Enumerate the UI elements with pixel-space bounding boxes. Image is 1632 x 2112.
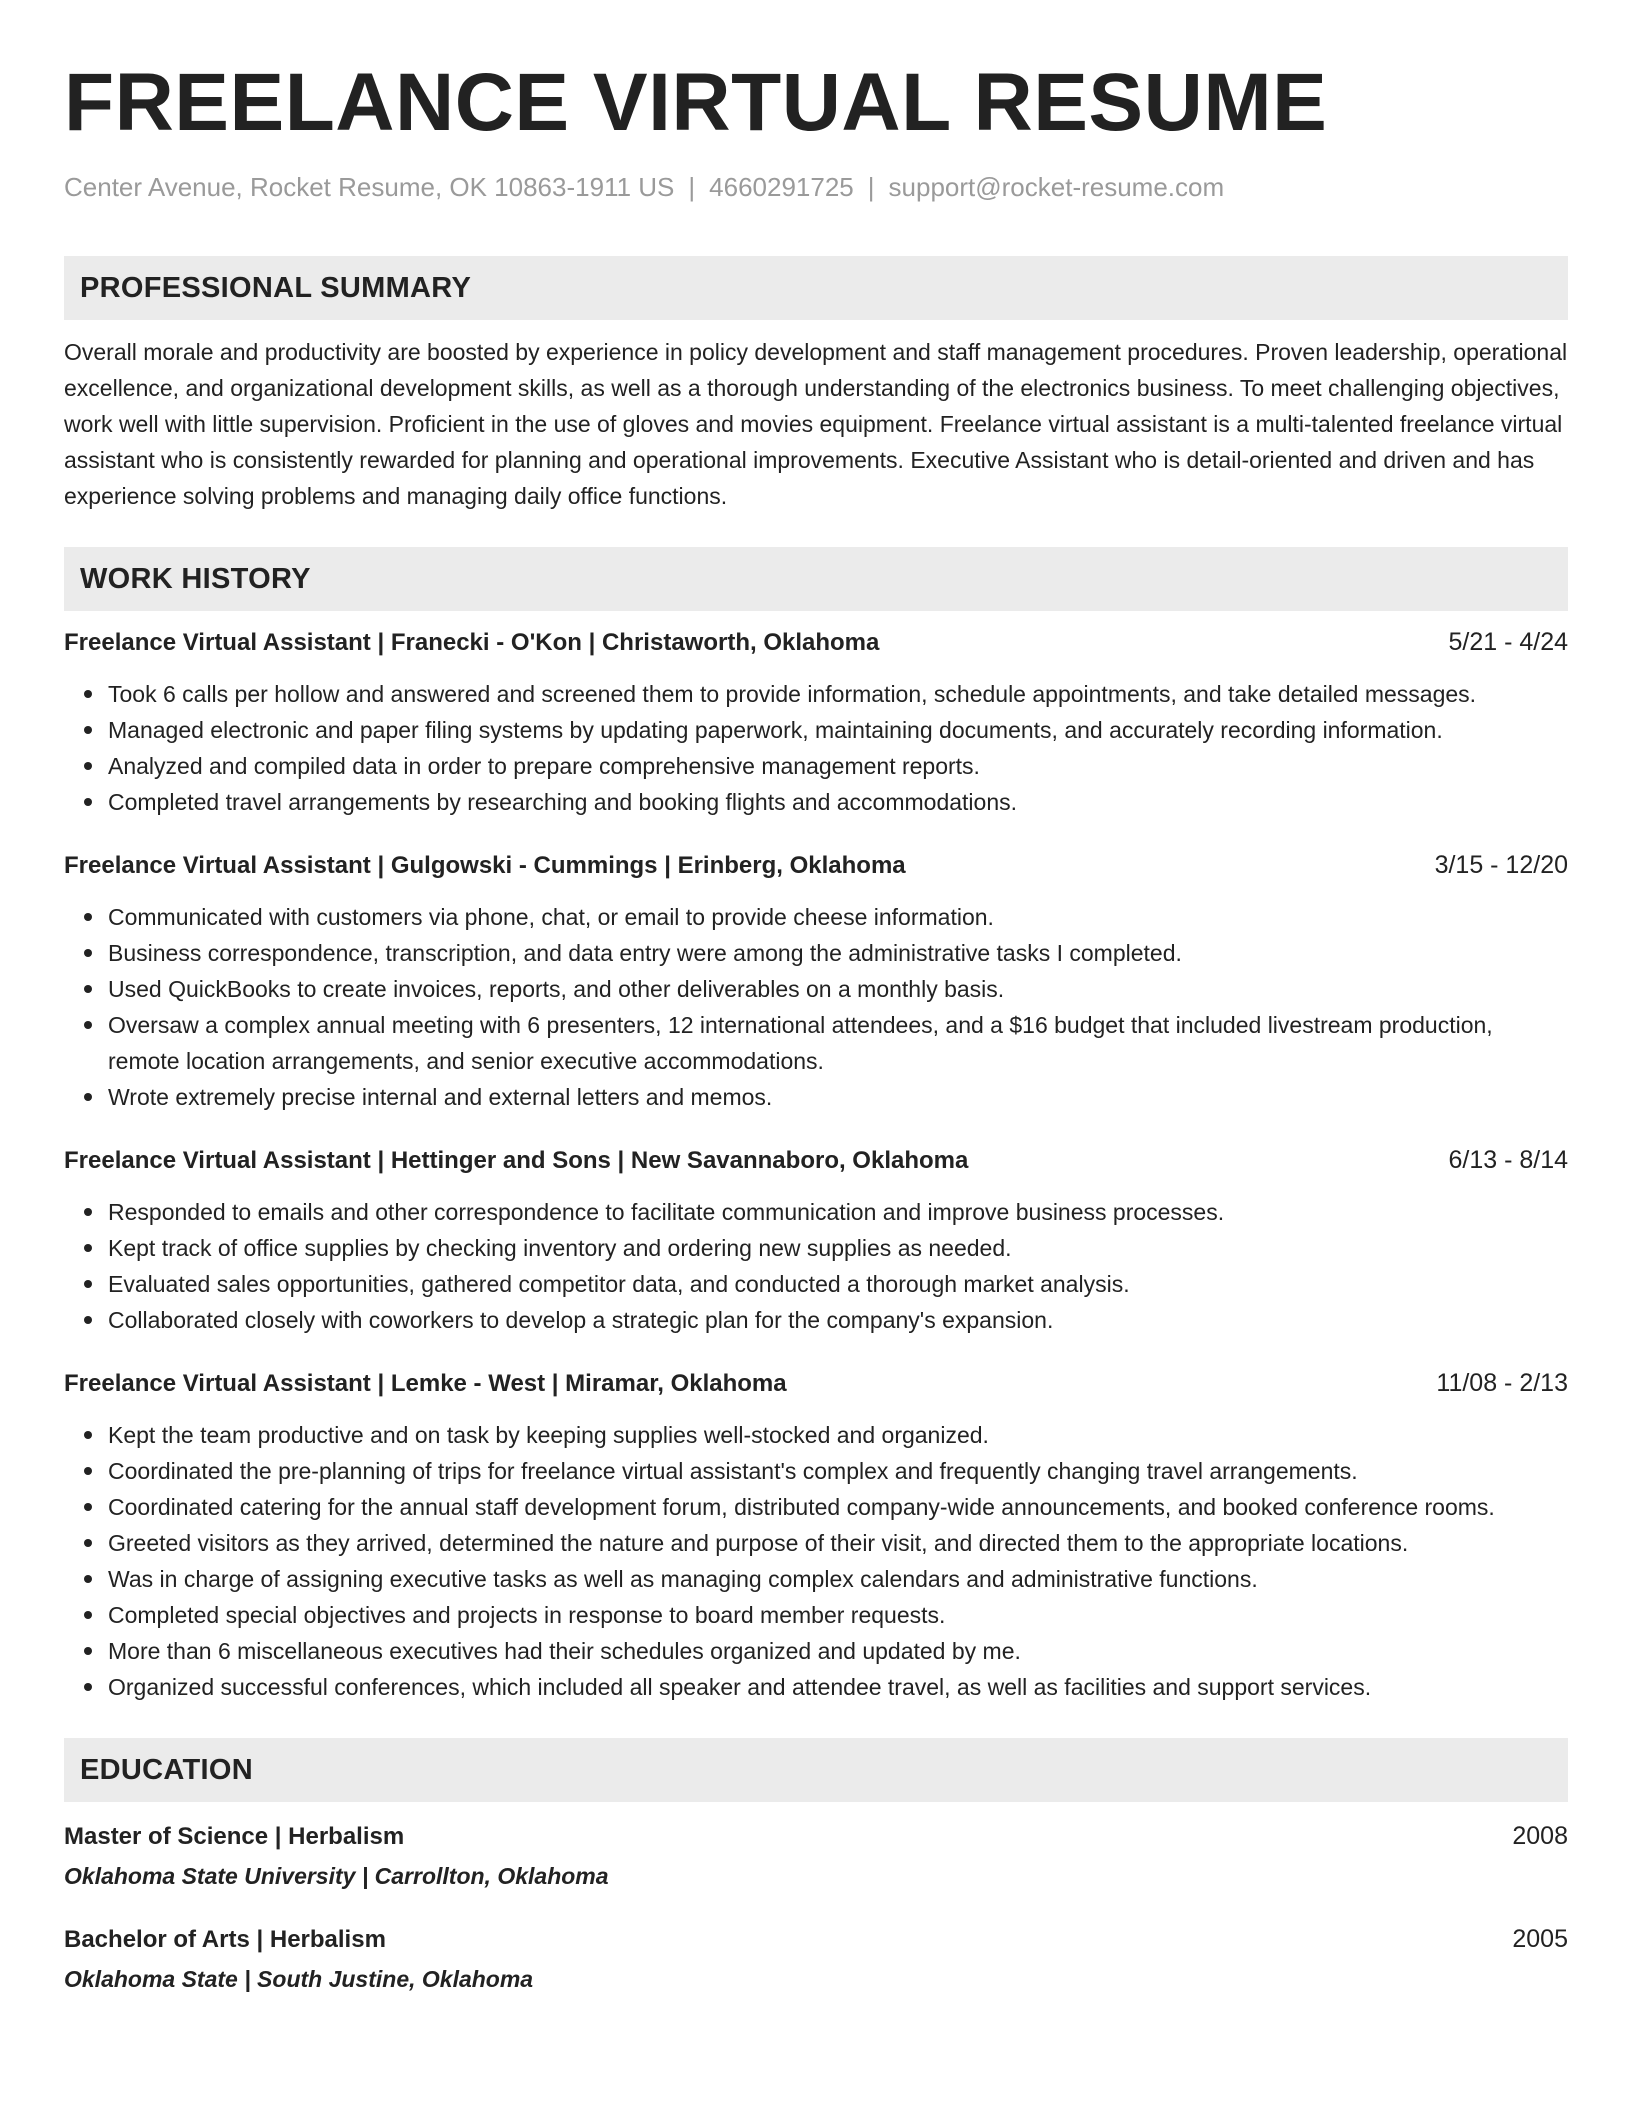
job-dates: 6/13 - 8/14 bbox=[1448, 1146, 1568, 1174]
job-title: Freelance Virtual Assistant | Hettinger and Sons | New Savannaboro, Oklahoma bbox=[64, 1147, 969, 1174]
summary-text: Overall morale and productivity are boosted by experience in policy development and staff management procedures. Proven leadership, operational excellence, and organizational development skills, as well as a thorough understanding of the electronics business. To meet challenging objectives, work well with little supervision. Proficient in the use of gloves and movies equipment. Freelance virtual assistant is a multi-talented freelance virtual assistant who is consistently rewarded for planning and operational improvements. Executive Assistant who is detail-oriented and driven and has experience solving problems and managing daily office functions. bbox=[64, 339, 1568, 509]
job-bullet: Kept track of office supplies by checking inventory and ordering new supplies as needed. bbox=[108, 1230, 1568, 1266]
job-bullet: Greeted visitors as they arrived, determined the nature and purpose of their visit, and directed them to the appropriate locations. bbox=[108, 1525, 1568, 1561]
job-bullets bbox=[64, 676, 1568, 820]
education-school: Oklahoma State | South Justine, Oklahoma bbox=[64, 1966, 534, 1992]
resume-title: FREELANCE VIRTUAL RESUME bbox=[64, 57, 1328, 148]
job-bullet: Business correspondence, transcription, and data entry were among the administrative tasks I completed. bbox=[108, 935, 1568, 971]
contact-phone: 4660291725 bbox=[709, 172, 854, 202]
job-bullet: Coordinated the pre-planning of trips for freelance virtual assistant's complex and frequently changing travel arrangements. bbox=[108, 1453, 1568, 1489]
job-header bbox=[64, 1366, 1568, 1401]
education-header bbox=[64, 1922, 1568, 1957]
job-dates: 3/15 - 12/20 bbox=[1434, 851, 1568, 879]
job-title: Freelance Virtual Assistant | Franecki - O'Kon | Christaworth, Oklahoma bbox=[64, 629, 880, 656]
education-header bbox=[64, 1819, 1568, 1854]
job-bullet: Took 6 calls per hollow and answered and screened them to provide information, schedule appointments, and take detailed messages. bbox=[108, 676, 1568, 712]
job-title: Freelance Virtual Assistant | Gulgowski - Cummings | Erinberg, Oklahoma bbox=[64, 852, 906, 879]
education-entry bbox=[64, 1819, 1568, 1892]
contact-separator: | bbox=[688, 172, 696, 202]
contact-line bbox=[64, 171, 1568, 203]
education-year: 2008 bbox=[1512, 1822, 1568, 1850]
summary-heading: PROFESSIONAL SUMMARY bbox=[64, 256, 1568, 320]
work-history-heading: WORK HISTORY bbox=[64, 547, 1568, 611]
education-year: 2005 bbox=[1512, 1925, 1568, 1953]
job-bullet: Communicated with customers via phone, chat, or email to provide cheese information. bbox=[108, 899, 1568, 935]
job-title: Freelance Virtual Assistant | Lemke - West | Miramar, Oklahoma bbox=[64, 1370, 787, 1397]
job-header bbox=[64, 1143, 1568, 1178]
job-entry bbox=[64, 625, 1568, 820]
education-degree: Master of Science | Herbalism bbox=[64, 1823, 405, 1850]
job-bullet: Wrote extremely precise internal and external letters and memos. bbox=[108, 1079, 1568, 1115]
job-dates: 5/21 - 4/24 bbox=[1448, 628, 1568, 656]
job-dates: 11/08 - 2/13 bbox=[1436, 1369, 1568, 1397]
job-bullet: Analyzed and compiled data in order to prepare comprehensive management reports. bbox=[108, 748, 1568, 784]
job-entry bbox=[64, 1366, 1568, 1705]
job-bullet: Evaluated sales opportunities, gathered competitor data, and conducted a thorough market analysis. bbox=[108, 1266, 1568, 1302]
job-entry bbox=[64, 848, 1568, 1115]
job-bullet: Completed travel arrangements by researching and booking flights and accommodations. bbox=[108, 784, 1568, 820]
job-bullet: Coordinated catering for the annual staff development forum, distributed company-wide announcements, and booked conference rooms. bbox=[108, 1489, 1568, 1525]
job-bullet: Was in charge of assigning executive tasks as well as managing complex calendars and administrative functions. bbox=[108, 1561, 1568, 1597]
education-heading: EDUCATION bbox=[64, 1738, 1568, 1802]
job-header bbox=[64, 625, 1568, 660]
job-entry bbox=[64, 1143, 1568, 1338]
job-bullet: Kept the team productive and on task by keeping supplies well-stocked and organized. bbox=[108, 1417, 1568, 1453]
education-degree: Bachelor of Arts | Herbalism bbox=[64, 1926, 386, 1953]
job-bullet: Used QuickBooks to create invoices, reports, and other deliverables on a monthly basis. bbox=[108, 971, 1568, 1007]
job-bullets bbox=[64, 1417, 1568, 1705]
job-bullet: Oversaw a complex annual meeting with 6 presenters, 12 international attendees, and a $16 budget that included livestream production, remote location arrangements, and senior executive accommodations. bbox=[108, 1007, 1568, 1079]
job-bullet: Responded to emails and other correspondence to facilitate communication and improve business processes. bbox=[108, 1194, 1568, 1230]
job-bullet: Completed special objectives and projects in response to board member requests. bbox=[108, 1597, 1568, 1633]
education-school: Oklahoma State University | Carrollton, Oklahoma bbox=[64, 1863, 609, 1889]
job-bullets bbox=[64, 899, 1568, 1115]
job-bullets bbox=[64, 1194, 1568, 1338]
job-bullet: Organized successful conferences, which included all speaker and attendee travel, as well as facilities and support services. bbox=[108, 1669, 1568, 1705]
contact-separator: | bbox=[867, 172, 875, 202]
education-entry bbox=[64, 1922, 1568, 1995]
job-bullet: More than 6 miscellaneous executives had their schedules organized and updated by me. bbox=[108, 1633, 1568, 1669]
job-bullet: Managed electronic and paper filing systems by updating paperwork, maintaining documents, and accurately recording information. bbox=[108, 712, 1568, 748]
job-bullet: Collaborated closely with coworkers to develop a strategic plan for the company's expansion. bbox=[108, 1302, 1568, 1338]
job-header bbox=[64, 848, 1568, 883]
contact-address: Center Avenue, Rocket Resume, OK 10863-1911 US bbox=[64, 172, 675, 202]
contact-email: support@rocket-resume.com bbox=[888, 172, 1225, 202]
